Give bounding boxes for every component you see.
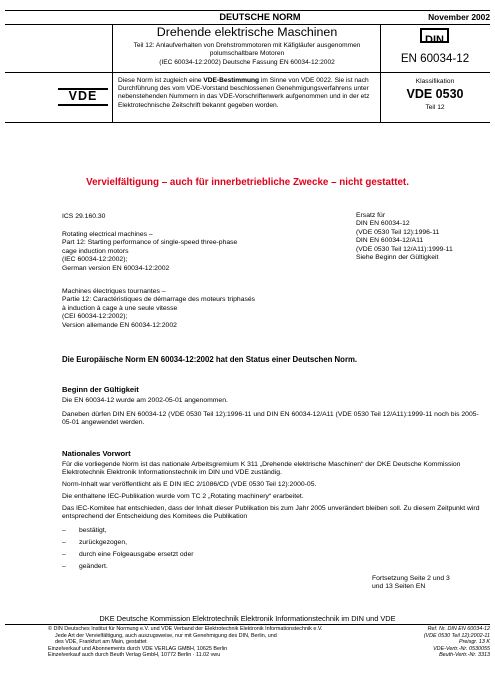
- list-item: – bestätigt,: [62, 527, 107, 534]
- list-item: – geändert.: [62, 563, 108, 570]
- foreword-text-1: Für die vorliegende Norm ist das nationale Arbeitsgremium K 311 „Drehende elektrische Maschinen“ der DKE Deutsche Kommission Elektrotechnik Elektronik Informationstechnik im DIN und VDE zuständig.: [62, 461, 461, 477]
- validity-text-2: Daneben dürfen DIN EN 60034-12 (VDE 0530 Teil 12):1996-11 und DIN EN 60034-12/A11 (VDE 0530 Teil 12/A11):1999-11 noch bis 2005-05-01 angewendet werden.: [62, 411, 479, 427]
- document-number: EN 60034-12: [400, 52, 470, 65]
- document-subtitle: Teil 12: Anlaufverhalten von Drehstrommotoren mit Käfigläufer ausgenommen polumschaltbare Motoren: [133, 42, 361, 58]
- document-title: Drehende elektrische Maschinen: [156, 25, 338, 39]
- foreword-text-4: Das IEC-Komitee hat entschieden, dass der Inhalt dieser Publikation bis zum Jahr 2005 unverändert bleiben soll. Zu diesem Zeitpunkt wird entsprechend der Entscheidung des Komitees die Publikation: [62, 505, 480, 521]
- vde-logo-text: VDE: [68, 89, 98, 103]
- foreword-text-2: Norm-Inhalt war veröffentlicht als E DIN IEC 2/1086/CD (VDE 0530 Teil 12):2000-05.: [62, 481, 317, 488]
- reference-numbers: Ref. Nr. DIN EN 60034-12 (VDE 0530 Teil 12):2002-11 Preisgr. 13 K VDE-Vertr.-Nr. 0530055 Beuth-Vertr.-Nr. 3313: [423, 626, 490, 659]
- foreword-heading: Nationales Vorwort: [62, 449, 131, 458]
- reproduction-warning: Vervielfältigung – auch für innerbetriebliche Zwecke – nicht gestattet.: [86, 177, 409, 188]
- publication-date: November 2002: [428, 12, 490, 22]
- foreword-text-3: Die enthaltene IEC-Publikation wurde vom TC 2 „Rotating machinery“ erarbeitet.: [62, 493, 304, 500]
- classification-number: VDE 0530: [406, 87, 464, 101]
- document-subtitle-ref: (IEC 60034-12:2002) Deutsche Fassung EN 60034-12:2002: [159, 59, 335, 66]
- continuation-note: Fortsetzung Seite 2 und 3 und 13 Seiten EN: [372, 575, 450, 591]
- validity-heading: Beginn der Gültigkeit: [62, 385, 139, 394]
- list-item: – durch eine Folgeausgabe ersetzt oder: [62, 551, 194, 558]
- foreword-list: [62, 527, 362, 575]
- list-item: – zurückgezogen,: [62, 539, 127, 546]
- classification-label: Klassifikation: [415, 78, 455, 85]
- validity-text-1: Die EN 60034-12 wurde am 2002-05-01 angenommen.: [62, 397, 228, 404]
- vde-logo: [58, 88, 108, 106]
- din-logo: [420, 28, 449, 46]
- copyright-notice: © DIN Deutsches Institut für Normung e.V. und VDE Verband der Elektrotechnik Elektronik Informationstechnik e.V. Jede Art der Vervielfältigung, auch auszugsweise, nur mit Genehmigung des DIN, Berlin, und des VDE, Frankfurt am Main, gestattet Einzelverkauf und Abonnements durch VDE VERLAG GMBH, 10625 Berlin Einzelverkauf auch durch Beuth Verlag GmbH, 10772 Berlin · 11.02 vwu: [48, 626, 323, 659]
- dke-footer: DKE Deutsche Kommission Elektrotechnik Elektronik Informationstechnik im DIN und VDE: [99, 614, 396, 623]
- classification-part: Teil 12: [425, 104, 445, 111]
- ics-code: ICS 29.160.30: [62, 213, 106, 220]
- norm-label: DEUTSCHE NORM: [219, 12, 301, 22]
- replacement-info: Ersatz für DIN EN 60034-12 (VDE 0530 Teil 12):1996-11 DIN EN 60034-12/A11 (VDE 0530 Teil 12/A11):1999-11 Siehe Beginn der Gültigkeit: [356, 212, 453, 262]
- vde-note: Diese Norm ist zugleich eine VDE-Bestimmung im Sinne von VDE 0022. Sie ist nach Durchführung des vom VDE-Vorstand beschlossenen Genehmigungsverfahrens unter nebenstehenden Nummern in das VDE-Vorschriftenwerk aufgenommen und in der etz Elektrotechnische Zeitschrift bekannt gegeben worden.: [118, 77, 370, 109]
- din-logo-text: DIN: [425, 34, 444, 46]
- english-title: Rotating electrical machines – Part 12: Starting performance of single-speed three-phase cage induction motors (IEC 60034-12:2002); German version EN 60034-12:2002: [62, 231, 238, 272]
- french-title: Machines électriques tournantes – Partie 12: Caractéristiques de démarrage des moteurs triphasés à induction à cage à une seule vitesse (CEI 60034-12:2002); Version allemande EN 60034-12:2002: [62, 288, 256, 329]
- status-statement: Die Europäische Norm EN 60034-12:2002 hat den Status einer Deutschen Norm.: [62, 355, 358, 364]
